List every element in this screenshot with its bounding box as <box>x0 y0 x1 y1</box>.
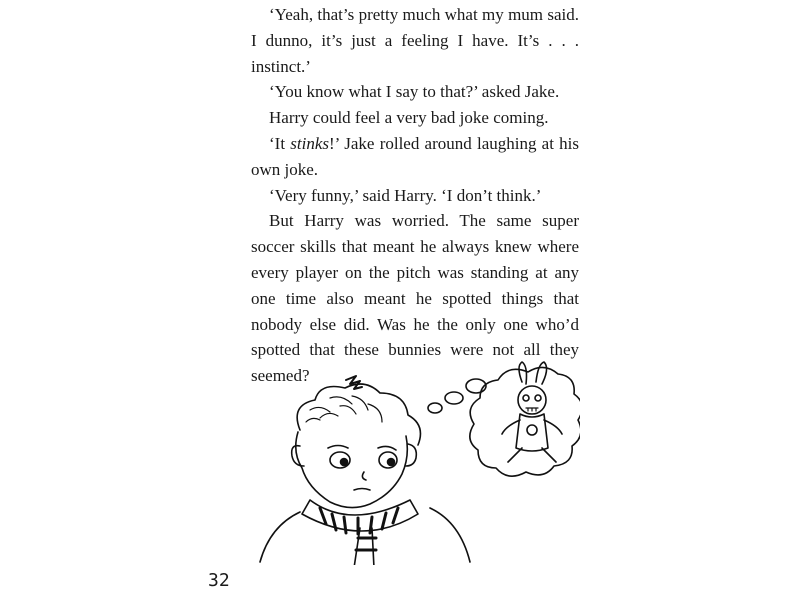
boy-thinking-of-bunny-illustration <box>240 360 580 565</box>
paragraph: But Harry was worried. The same super soccer skills that meant he always knew where every player on the pitch was standing at any one time also meant he spotted things that nobody else did. Was he the only one who’d spotted that these bunnies were not all they seemed? <box>251 211 579 386</box>
page-number: 32 <box>208 570 230 591</box>
paragraph: Harry could feel a very bad joke coming. <box>269 108 549 128</box>
paragraph-text: !’ Jake rolled around laughing at his own joke. <box>251 133 579 179</box>
paragraph: ‘You know what I say to that?’ asked Jake. <box>269 82 560 102</box>
body-text <box>251 0 579 389</box>
italic-word: stinks <box>290 133 329 153</box>
paragraph <box>251 131 579 183</box>
paragraph: ‘Very funny,’ said Harry. ‘I don’t think.’ <box>269 185 542 205</box>
paragraph: ‘Yeah, that’s pretty much what my mum said. I dunno, it’s just a feeling I have. It’s . . . instinct.’ <box>251 5 579 76</box>
paragraph-text: ‘It <box>269 133 291 153</box>
